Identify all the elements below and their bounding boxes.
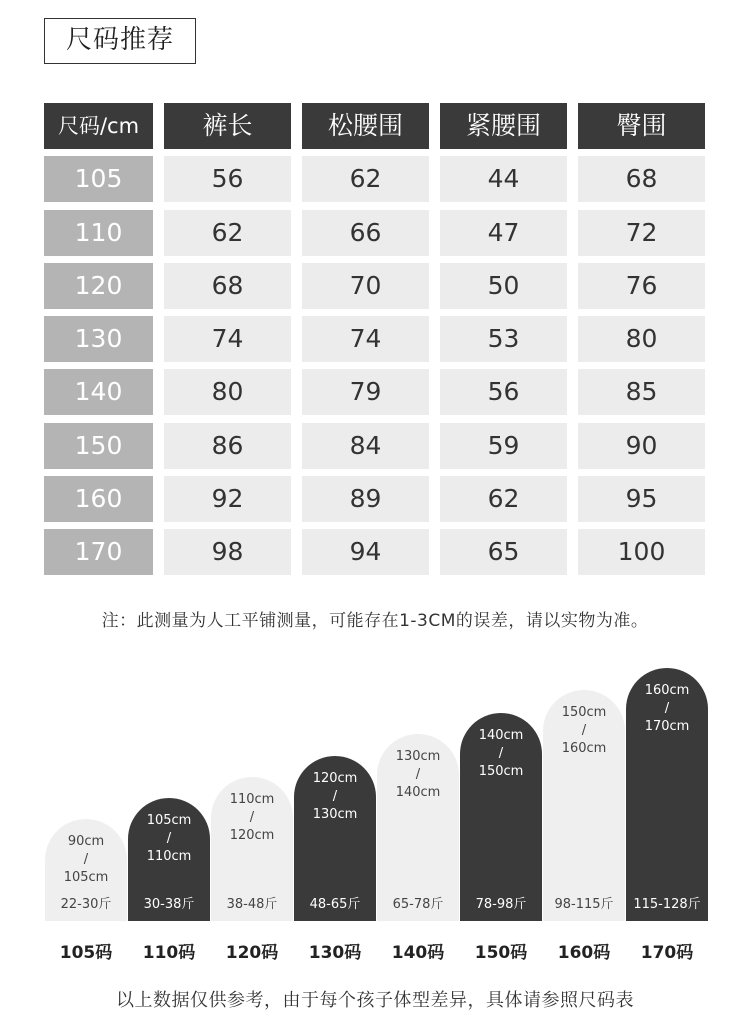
header-pants-length: 裤长 xyxy=(164,103,291,149)
cell-size: 140 xyxy=(44,369,153,415)
cell-relaxed-waist: 89 xyxy=(302,476,429,522)
cell-relaxed-waist: 79 xyxy=(302,369,429,415)
reference-note: 以上数据仅供参考，由于每个孩子体型差异，具体请参照尺码表 xyxy=(116,990,634,1011)
height-slash: / xyxy=(83,852,89,867)
cell-size: 170 xyxy=(44,529,153,575)
height-from: 110cm xyxy=(229,792,275,807)
size-label: 130码 xyxy=(308,943,362,963)
weight-range: 30-38斤 xyxy=(143,897,195,912)
cell-tight-waist: 59 xyxy=(440,423,567,469)
height-from: 150cm xyxy=(561,705,607,720)
size-pill xyxy=(626,668,708,921)
cell-pants-length: 68 xyxy=(164,263,291,309)
height-slash: / xyxy=(498,746,504,761)
cell-tight-waist: 53 xyxy=(440,316,567,362)
weight-range: 48-65斤 xyxy=(309,897,361,912)
height-to: 130cm xyxy=(312,807,358,822)
height-range xyxy=(128,812,210,866)
cell-relaxed-waist: 70 xyxy=(302,263,429,309)
header-size: 尺码/cm xyxy=(44,103,153,149)
header-relaxed-waist: 松腰围 xyxy=(302,103,429,149)
size-label: 170码 xyxy=(640,943,694,963)
height-to: 110cm xyxy=(146,849,192,864)
height-slash: / xyxy=(249,810,255,825)
size-pill xyxy=(128,798,210,921)
size-label: 160码 xyxy=(557,943,611,963)
cell-size: 150 xyxy=(44,423,153,469)
cell-pants-length: 92 xyxy=(164,476,291,522)
page-title: 尺码推荐 xyxy=(44,18,196,64)
height-slash: / xyxy=(166,831,172,846)
height-to: 140cm xyxy=(395,785,441,800)
cell-pants-length: 56 xyxy=(164,156,291,202)
weight-range: 22-30斤 xyxy=(60,897,112,912)
cell-hip: 68 xyxy=(578,156,705,202)
size-pill xyxy=(45,819,127,921)
cell-tight-waist: 44 xyxy=(440,156,567,202)
size-label: 110码 xyxy=(142,943,196,963)
height-to: 160cm xyxy=(561,741,607,756)
height-range xyxy=(460,727,542,781)
cell-relaxed-waist: 74 xyxy=(302,316,429,362)
cell-pants-length: 98 xyxy=(164,529,291,575)
height-range xyxy=(377,748,459,802)
cell-hip: 100 xyxy=(578,529,705,575)
header-hip: 臀围 xyxy=(578,103,705,149)
cell-pants-length: 74 xyxy=(164,316,291,362)
height-from: 105cm xyxy=(146,813,192,828)
cell-tight-waist: 47 xyxy=(440,210,567,256)
height-from: 140cm xyxy=(478,728,524,743)
cell-pants-length: 62 xyxy=(164,210,291,256)
cell-hip: 90 xyxy=(578,423,705,469)
header-tight-waist: 紧腰围 xyxy=(440,103,567,149)
size-pill xyxy=(294,756,376,921)
cell-tight-waist: 62 xyxy=(440,476,567,522)
cell-relaxed-waist: 66 xyxy=(302,210,429,256)
cell-hip: 76 xyxy=(578,263,705,309)
weight-range: 38-48斤 xyxy=(226,897,278,912)
cell-tight-waist: 50 xyxy=(440,263,567,309)
cell-hip: 95 xyxy=(578,476,705,522)
weight-range: 65-78斤 xyxy=(392,897,444,912)
cell-size: 105 xyxy=(44,156,153,202)
size-label: 150码 xyxy=(474,943,528,963)
height-from: 120cm xyxy=(312,771,358,786)
height-slash: / xyxy=(581,723,587,738)
size-pill xyxy=(377,734,459,921)
cell-hip: 80 xyxy=(578,316,705,362)
cell-pants-length: 80 xyxy=(164,369,291,415)
height-range xyxy=(45,833,127,887)
size-pill xyxy=(460,713,542,921)
height-from: 130cm xyxy=(395,749,441,764)
cell-size: 160 xyxy=(44,476,153,522)
cell-size: 120 xyxy=(44,263,153,309)
weight-range: 78-98斤 xyxy=(475,897,527,912)
size-label: 120码 xyxy=(225,943,279,963)
height-from: 160cm xyxy=(644,683,690,698)
height-range xyxy=(626,682,708,736)
height-slash: / xyxy=(415,767,421,782)
cell-hip: 72 xyxy=(578,210,705,256)
height-from: 90cm xyxy=(67,834,105,849)
cell-relaxed-waist: 62 xyxy=(302,156,429,202)
weight-range: 115-128斤 xyxy=(633,897,701,912)
cell-tight-waist: 65 xyxy=(440,529,567,575)
cell-relaxed-waist: 94 xyxy=(302,529,429,575)
measurement-note: 注：此测量为人工平铺测量，可能存在1-3CM的误差，请以实物为准。 xyxy=(101,611,649,631)
size-label: 140码 xyxy=(391,943,445,963)
size-pill xyxy=(543,690,625,921)
cell-size: 110 xyxy=(44,210,153,256)
height-to: 170cm xyxy=(644,719,690,734)
height-range xyxy=(294,770,376,824)
cell-pants-length: 86 xyxy=(164,423,291,469)
cell-hip: 85 xyxy=(578,369,705,415)
height-slash: / xyxy=(332,789,338,804)
size-label: 105码 xyxy=(59,943,113,963)
height-range xyxy=(543,704,625,758)
height-to: 105cm xyxy=(63,870,109,885)
height-range xyxy=(211,791,293,845)
cell-size: 130 xyxy=(44,316,153,362)
height-slash: / xyxy=(664,701,670,716)
cell-relaxed-waist: 84 xyxy=(302,423,429,469)
weight-range: 98-115斤 xyxy=(554,897,614,912)
height-to: 120cm xyxy=(229,828,275,843)
height-to: 150cm xyxy=(478,764,524,779)
cell-tight-waist: 56 xyxy=(440,369,567,415)
size-pill xyxy=(211,777,293,921)
